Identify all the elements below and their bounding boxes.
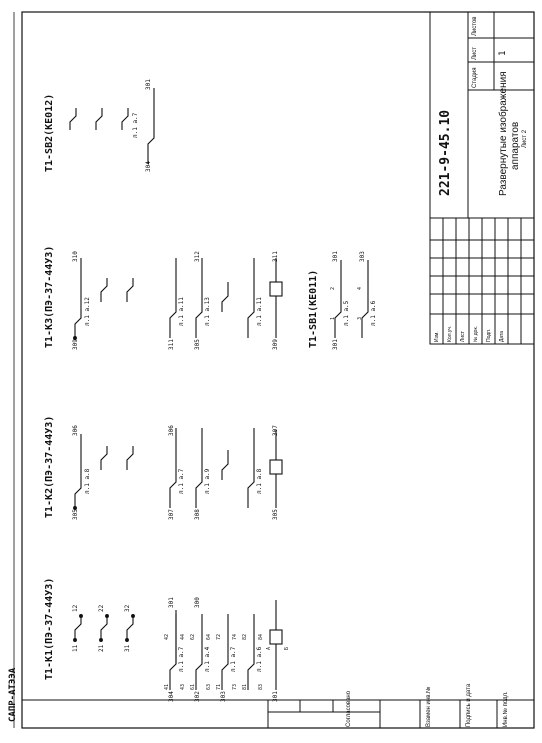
k1-c32: 32 — [124, 604, 131, 612]
k2-ref1: л.1 а.8 — [84, 468, 91, 494]
col-sheet: Лист — [472, 46, 478, 60]
k1-w6: 301 — [272, 691, 279, 702]
k1-c11: 11 — [72, 644, 79, 652]
k1-c71: 71 — [216, 683, 222, 690]
sb1-c1: 1 — [330, 316, 336, 320]
k2-w1: 305 — [72, 509, 79, 520]
sb2-schematic — [70, 88, 154, 164]
k1-c83: 83 — [258, 683, 264, 690]
k1-cB: Б — [284, 646, 290, 650]
sb1-c4: 4 — [357, 286, 363, 290]
k1-c43: 43 — [180, 683, 186, 690]
sb1-c2: 2 — [330, 286, 336, 290]
k1-c61: 61 — [190, 683, 196, 690]
sb1-ref2: л.1 а.6 — [370, 300, 377, 326]
k1-ref1: л.1 а.7 — [178, 646, 185, 672]
rev-col-5: Подп. — [486, 328, 492, 342]
k3-w1: 309 — [72, 339, 79, 350]
rev-col-4: № док. — [473, 325, 479, 342]
k1-w4: 300 — [194, 597, 201, 608]
rev-col-6: Дата — [499, 330, 505, 342]
stamp-replaces-inv: Взамен инв.№ — [426, 686, 432, 727]
k1-c64: 64 — [206, 633, 212, 640]
k3-w7: 311 — [272, 251, 279, 262]
sb2-w1: 304 — [145, 161, 152, 172]
k1-c82: 82 — [242, 633, 248, 640]
k2-ref2: л.1 а.7 — [178, 468, 185, 494]
col-sheets: Листов — [472, 16, 478, 36]
k2-w6: 305 — [272, 509, 279, 520]
rev-col-2: Кол.уч. — [447, 325, 453, 342]
k3-w2: 310 — [72, 251, 79, 262]
doc-number: 221-9-45.10 — [438, 109, 453, 196]
k2-ref3: л.1 а.9 — [204, 468, 211, 494]
k1-w3: 302 — [194, 691, 201, 702]
k1-c44: 44 — [180, 633, 186, 640]
k1-c31: 31 — [124, 644, 131, 652]
k1-c21: 21 — [98, 644, 105, 652]
k1-c81: 81 — [242, 683, 248, 690]
sb1-schematic — [335, 260, 368, 338]
k1-c84: 84 — [258, 633, 264, 640]
title-sb1: Т1-SB1(КЕ011) — [308, 269, 319, 348]
k3-ref3: л.1 а.13 — [204, 297, 211, 326]
rev-col-3: Лист — [460, 331, 466, 342]
title-k1: Т1-К1(ПЭ-37-44У3) — [44, 577, 55, 680]
k3-w4: 312 — [194, 251, 201, 262]
k3-ref2: л.1 а.11 — [178, 297, 185, 326]
k3-w6: 309 — [272, 339, 279, 350]
stamp-top: САПР-АТЭЭА — [8, 667, 18, 722]
rev-col-1: Изм. — [434, 331, 440, 342]
k3-ref4: л.1 а.11 — [256, 297, 263, 326]
k2-w2: 306 — [72, 425, 79, 436]
doc-name-line2: аппаратов — [510, 121, 521, 170]
title-sb2: Т1-SB2(КЕ012) — [44, 93, 55, 172]
stamp-sign-date: Подпись и дата — [466, 683, 472, 727]
k1-c73: 73 — [232, 683, 238, 690]
k2-w3: 307 — [168, 509, 175, 520]
k1-ref2: л.1 а.4 — [204, 646, 211, 672]
k1-c12: 12 — [72, 604, 79, 612]
sb1-w2: 301 — [332, 251, 339, 262]
k1-c72: 72 — [216, 633, 222, 640]
k1-w1: 304 — [168, 691, 175, 702]
stamp-agreed: Согласовано — [346, 690, 352, 727]
k1-c74: 74 — [232, 633, 238, 640]
k3-w3: 311 — [168, 339, 175, 350]
k1-c22: 22 — [98, 604, 105, 612]
k1-ref4: л.1 а.6 — [256, 646, 263, 672]
k1-ref3: л.1 а.7 — [230, 646, 237, 672]
doc-name-line1: Развернутые изображения — [498, 71, 509, 196]
sb1-c3: 3 — [357, 316, 363, 320]
k2-w7: 307 — [272, 425, 279, 436]
k3-ref1: л.1 а.12 — [84, 297, 91, 326]
k2-w5: 308 — [194, 509, 201, 520]
stamp-inv-orig: Инв.№ подл. — [503, 691, 509, 727]
sheet-value: 1 — [498, 50, 508, 56]
k2-w4: 306 — [168, 425, 175, 436]
sb2-w2: 301 — [145, 79, 152, 90]
k1-w5: 303 — [220, 691, 227, 702]
sb1-w3: 303 — [359, 251, 366, 262]
doc-name-line3: Лист 2 — [522, 129, 528, 148]
k1-c62: 62 — [190, 633, 196, 640]
k1-w2: 301 — [168, 597, 175, 608]
sb1-w1: 301 — [332, 339, 339, 350]
k1-c41: 41 — [164, 683, 170, 690]
col-stage: Стадия — [472, 67, 478, 88]
sb1-ref1: л.1 а.5 — [343, 300, 350, 326]
k3-w5: 305 — [194, 339, 201, 350]
k2-ref4: л.1 а.8 — [256, 468, 263, 494]
title-k3: Т1-К3(ПЭ-37-44У3) — [44, 245, 55, 348]
k1-cA: А — [266, 646, 272, 650]
k1-c42: 42 — [164, 633, 170, 640]
k1-c63: 63 — [206, 683, 212, 690]
title-k2: Т1-К2(ПЭ-37-44У3) — [44, 415, 55, 518]
side-stamps — [22, 700, 534, 728]
sb2-ref1: л.1 а.7 — [132, 112, 139, 138]
